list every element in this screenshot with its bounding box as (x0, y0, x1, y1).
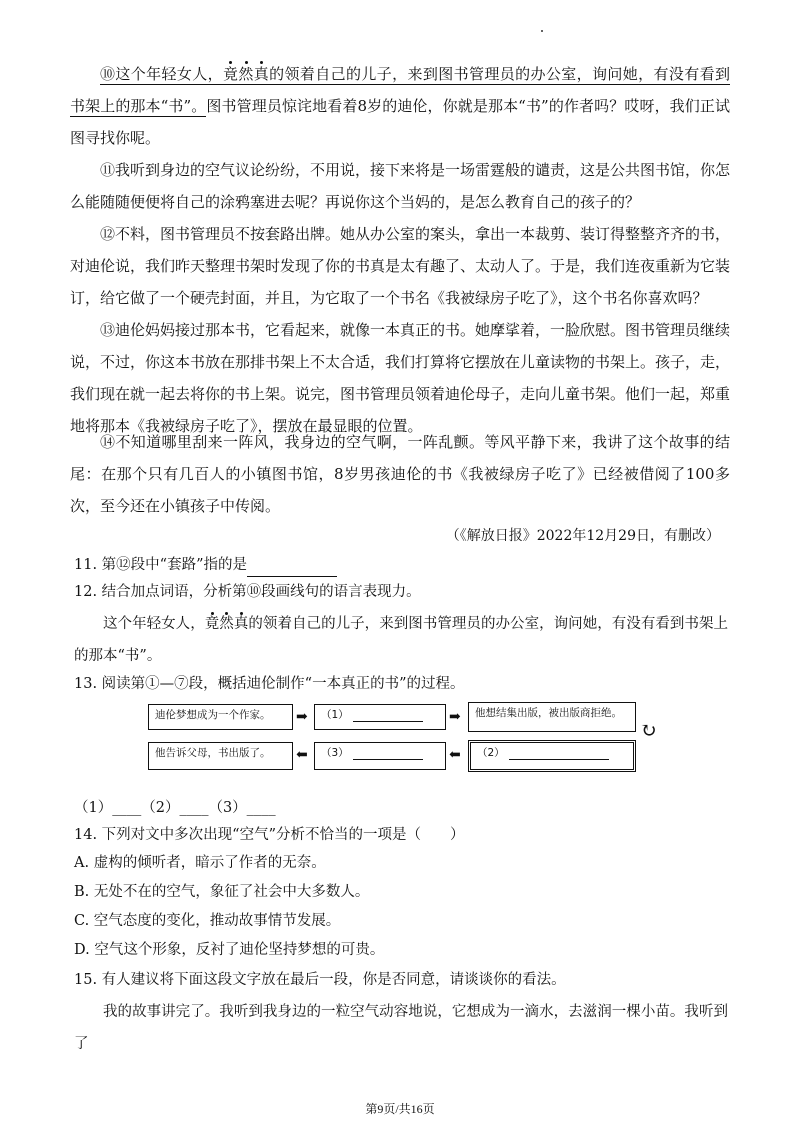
question-12: 12. 结合加点词语，分析第⑩段画线句的语言表现力。 (74, 584, 421, 600)
question-11: 11. 第⑫段中“套路”指的是 (74, 552, 337, 577)
diagram-box-published: 他告诉父母，书出版了。 (148, 742, 293, 770)
diagram-box-step-3: （3） (314, 742, 446, 770)
question-13: 13. 阅读第①—⑦段，概括迪伦制作“一本真正的书”的过程。 (74, 676, 465, 692)
diagram-box-step-2: （2） (468, 740, 636, 772)
dotted-char: 竟 (223, 65, 239, 83)
option-b[interactable]: B. 无处不在的空气，象征了社会中大多数人。 (74, 884, 370, 900)
dotted-char: 竟 (204, 616, 220, 632)
option-d[interactable]: D. 空气这个形象，反衬了迪伦坚持梦想的可贵。 (74, 942, 385, 958)
process-diagram (148, 700, 658, 776)
option-c[interactable]: C. 空气态度的变化，推动故事情节发展。 (74, 913, 341, 929)
diagram-box-dream: 迪伦梦想成为一个作家。 (148, 704, 293, 730)
dotted-char: 然 (219, 616, 234, 632)
scan-dot (541, 30, 543, 32)
source-citation: （《解放日报》2022年12月29日，有删改） (445, 528, 720, 544)
dotted-char: 然 (238, 65, 254, 83)
paragraph-12: ⑫不料，图书管理员不按套路出牌。她从办公室的案头，拿出一本裁剪、装订得整整齐齐的书，对迪伦说，我们昨天整理书架时发现了你的书真是太有趣了、太动人了。于是，我们连夜重新为它装订，给它做了一个硬壳封面，并且，为它取了一个书名《我被绿房子吃了》，这个书名你喜欢吗？ (70, 225, 731, 307)
question-13-answer[interactable]: （1）____（2）____（3）____ (74, 800, 276, 816)
question-15: 15. 有人建议将下面这段文字放在最后一段，你是否同意，请谈谈你的看法。 (74, 972, 566, 988)
dotted-char: 真 (233, 616, 249, 632)
arrow-right-icon: ➡ (296, 709, 308, 725)
answer-blank[interactable] (353, 747, 423, 760)
page-number: 第9页/共16页 (365, 1102, 435, 1116)
arrow-left-icon: ⬅ (296, 747, 308, 763)
arrow-right-icon: ➡ (449, 709, 461, 725)
option-a[interactable]: A. 虚构的倾听者，暗示了作者的无奈。 (74, 855, 326, 871)
answer-blank[interactable] (509, 747, 609, 760)
answer-blank[interactable] (247, 552, 337, 577)
question-14: 14. 下列对文中多次出现“空气”分析不恰当的一项是（ ） (74, 827, 465, 843)
diagram-box-rejected: 他想结集出版，被出版商拒绝。 (468, 702, 636, 732)
question-12-quote: 这个年轻女人，竟然真的领着自己的儿子，来到图书管理员的办公室，询问她，有没有看到书架上的那本“书”。 (74, 616, 729, 664)
question-15-text: 我的故事讲完了。我听到我身边的一粒空气动容地说，它想成为一滴水，去滋润一棵小苗。我听到了 (74, 1004, 728, 1052)
paragraph-10: ⑩这个年轻女人，竟然真的领着自己的儿子，来到图书管理员的办公室，询问她，有没有看到书架上的那本“书”。图书管理员惊诧地看着8岁的迪伦，你就是那本“书”的作者吗？哎呀，我们正试图寻找你呢。 (70, 65, 730, 147)
paragraph-13: ⑬迪伦妈妈接过那本书，它看起来，就像一本真正的书。她摩挲着，一脸欣慰。图书管理员继续说，不过，你这本书放在那排书架上不太合适，我们打算将它摆放在儿童读物的书架上。孩子，走，我们现在就一起去将你的书上架。说完，图书管理员领着迪伦母子，走向儿童书架。他们一起，郑重地将那本《我被绿房子吃了》，摆放在最显眼的位置。 (70, 321, 731, 435)
underlined-sentence: ⑩这个年轻女人，竟然真的领着自己的儿子，来到图书管理员的办公室，询问她，有没有看到书架上的那本“书”。 (70, 65, 730, 115)
paragraph-11: ⑪我听到身边的空气议论纷纷，不用说，接下来将是一场雷霆般的谴责，这是公共图书馆，你怎么能随随便便将自己的涂鸦塞进去呢？再说你这个当妈的，是怎么教育自己的孩子的？ (70, 161, 731, 211)
dotted-char: 真 (253, 65, 270, 83)
paragraph-14: ⑭不知道哪里刮来一阵风，我身边的空气啊，一阵乱颤。等风平静下来，我讲了这个故事的结尾：在那个只有几百人的小镇图书馆，8岁男孩迪伦的书《我被绿房子吃了》已经被借阅了100多次，至今还在小镇孩子中传阅。 (70, 433, 730, 515)
arrow-left-icon: ⬅ (449, 747, 461, 763)
answer-blank[interactable] (353, 709, 423, 722)
diagram-box-step-1: （1） (314, 704, 446, 730)
curved-arrow-icon: ↻ (640, 718, 657, 742)
